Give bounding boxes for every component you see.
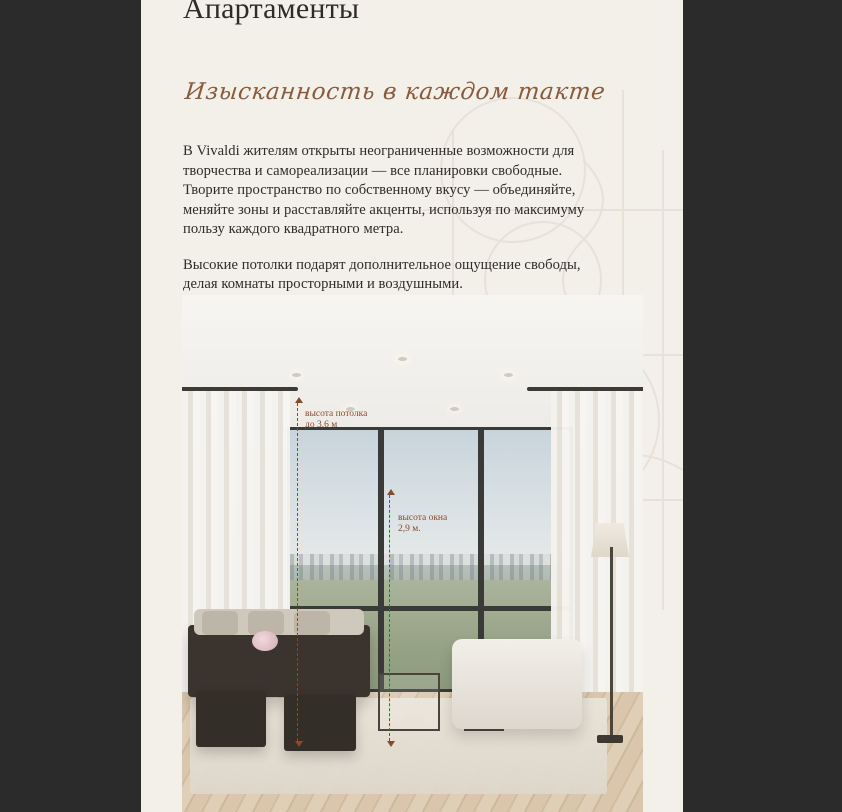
sofa	[188, 625, 370, 697]
ceiling-spotlight-icon	[504, 373, 513, 377]
window-height-label-line2: 2,9 м.	[398, 524, 421, 534]
armchair-dark	[196, 691, 266, 747]
cushion	[202, 611, 238, 635]
window-mullion	[378, 430, 384, 689]
flower-arrangement	[252, 631, 278, 651]
window-cityscape	[290, 554, 570, 580]
body-copy	[183, 142, 645, 295]
arrow-down-icon	[387, 741, 395, 747]
window-height-label-line1: высота окна	[398, 513, 448, 523]
ceiling-spotlight-icon	[292, 373, 301, 377]
ceiling-height-label-line1: высота потолка	[305, 409, 368, 419]
ceiling-spotlight-icon	[450, 407, 459, 411]
floor-lamp-pole	[610, 547, 613, 737]
page-title: Апартаменты	[183, 0, 360, 25]
interior-photo	[182, 295, 643, 812]
coffee-table	[378, 673, 440, 731]
cushion	[294, 611, 330, 635]
dimension-line	[389, 495, 390, 741]
document-content	[183, 0, 645, 295]
dimension-line	[297, 403, 298, 741]
arrow-up-icon	[387, 489, 395, 495]
floor-lamp-base	[597, 735, 623, 743]
arrow-up-icon	[295, 397, 303, 403]
room-scene	[182, 295, 643, 812]
armchair-white	[452, 639, 582, 729]
paragraph-2: Высокие потолки подарят дополнительное ощущение свободы, делая комнаты просторными и воздушными.	[183, 256, 581, 292]
ceiling-spotlight-icon	[398, 357, 407, 361]
window-sky	[290, 430, 570, 565]
arrow-down-icon	[295, 741, 303, 747]
ceiling-height-label-line2: до 3,6 м	[305, 420, 338, 430]
section-subtitle: Изысканность в каждом такте	[183, 79, 607, 105]
paragraph-1: В Vivaldi жителям открыты неограниченные возможности для творчества и самореализации — все планировки свободные. Творите пространство по собственному вкусу — объединяйте, меняйте зоны и расставляйте акценты, используя по максимуму пользу каждого квадратного метра.	[183, 143, 585, 237]
